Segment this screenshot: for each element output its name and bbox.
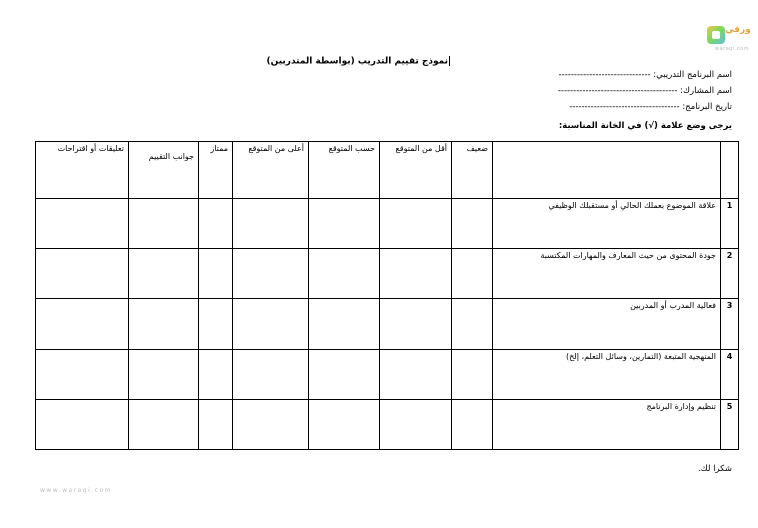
- field-label: تاريخ البرنامج:: [682, 102, 732, 112]
- row-criterion: المنهجية المتبعة (التمارين، وسائل التعلم، إلخ): [493, 349, 721, 399]
- cell-excellent[interactable]: [199, 399, 233, 449]
- field-label: اسم البرنامج التدريبي:: [653, 70, 732, 80]
- cell-weak[interactable]: [452, 199, 493, 249]
- cell-weak[interactable]: [452, 349, 493, 399]
- cell-aspects[interactable]: [129, 199, 199, 249]
- cell-as-expected[interactable]: [309, 349, 380, 399]
- cell-excellent[interactable]: [199, 249, 233, 299]
- logo: [703, 22, 751, 56]
- header-evaluation-aspects: جوانب التقييم: [129, 142, 199, 199]
- field-participant-name[interactable]: [558, 86, 732, 96]
- table-row: [36, 249, 739, 299]
- cell-as-expected[interactable]: [309, 249, 380, 299]
- header-below-expected: أقل من المتوقع: [380, 142, 452, 199]
- watermark: www.waraqi.com: [40, 487, 113, 494]
- cell-below-expected[interactable]: [380, 249, 452, 299]
- row-number: 2: [721, 249, 739, 299]
- cell-as-expected[interactable]: [309, 199, 380, 249]
- cell-comments[interactable]: [36, 349, 129, 399]
- field-program-date[interactable]: [569, 102, 732, 112]
- header-as-expected: حسب المتوقع: [309, 142, 380, 199]
- cell-comments[interactable]: [36, 399, 129, 449]
- evaluation-table: [35, 141, 739, 450]
- cell-above-expected[interactable]: [233, 299, 309, 349]
- cell-weak[interactable]: [452, 299, 493, 349]
- header-above-expected: أعلى من المتوقع: [233, 142, 309, 199]
- header-criterion: [493, 142, 721, 199]
- field-line: ------------------------------------: [569, 102, 680, 112]
- cell-below-expected[interactable]: [380, 199, 452, 249]
- header-weak: ضعيف: [452, 142, 493, 199]
- header-comments: تعليقات أو اقتراحات: [36, 142, 129, 199]
- cell-below-expected[interactable]: [380, 299, 452, 349]
- cell-as-expected[interactable]: [309, 299, 380, 349]
- cell-aspects[interactable]: [129, 249, 199, 299]
- field-line: ---------------------------------------: [557, 86, 678, 96]
- cell-aspects[interactable]: [129, 299, 199, 349]
- row-number: 4: [721, 349, 739, 399]
- logo-mark-icon: [707, 26, 725, 44]
- cell-above-expected[interactable]: [233, 399, 309, 449]
- cell-below-expected[interactable]: [380, 399, 452, 449]
- row-number: 5: [721, 399, 739, 449]
- table-row: [36, 349, 739, 399]
- cell-below-expected[interactable]: [380, 349, 452, 399]
- row-criterion: جودة المحتوى من حيث المعارف والمهارات المكتسبة: [493, 249, 721, 299]
- cell-aspects[interactable]: [129, 349, 199, 399]
- field-program-name[interactable]: [559, 70, 732, 80]
- cell-as-expected[interactable]: [309, 399, 380, 449]
- cell-weak[interactable]: [452, 399, 493, 449]
- text-cursor: [449, 56, 450, 66]
- table-row: [36, 199, 739, 249]
- cell-weak[interactable]: [452, 249, 493, 299]
- cell-above-expected[interactable]: [233, 349, 309, 399]
- field-label: اسم المشارك:: [680, 86, 732, 96]
- cell-comments[interactable]: [36, 199, 129, 249]
- instruction-text: يرجى وضع علامة (√) في الخانة المناسبة:: [558, 121, 732, 131]
- row-criterion: فعالية المدرب أو المدربين: [493, 299, 721, 349]
- form-title: نموذج تقييم التدريب (بواسطة المتدربين): [266, 56, 448, 67]
- cell-above-expected[interactable]: [233, 249, 309, 299]
- cell-excellent[interactable]: [199, 299, 233, 349]
- table-row: [36, 299, 739, 349]
- field-line: ------------------------------: [558, 70, 651, 80]
- header-number: [721, 142, 739, 199]
- cell-comments[interactable]: [36, 299, 129, 349]
- cell-comments[interactable]: [36, 249, 129, 299]
- row-criterion: تنظيم وإدارة البرنامج: [493, 399, 721, 449]
- logo-text: ورقي: [725, 25, 751, 35]
- logo-subtext: waraqi.com: [715, 46, 750, 52]
- cell-aspects[interactable]: [129, 399, 199, 449]
- row-criterion: علاقة الموضوع بعملك الحالي أو مستقبلك الوظيفي: [493, 199, 721, 249]
- cell-excellent[interactable]: [199, 199, 233, 249]
- cell-excellent[interactable]: [199, 349, 233, 399]
- thanks-text: شكرا لك.: [697, 464, 732, 474]
- table-header-row: [36, 142, 739, 199]
- cell-above-expected[interactable]: [233, 199, 309, 249]
- table-row: [36, 399, 739, 449]
- row-number: 1: [721, 199, 739, 249]
- row-number: 3: [721, 299, 739, 349]
- header-excellent: ممتاز: [199, 142, 233, 199]
